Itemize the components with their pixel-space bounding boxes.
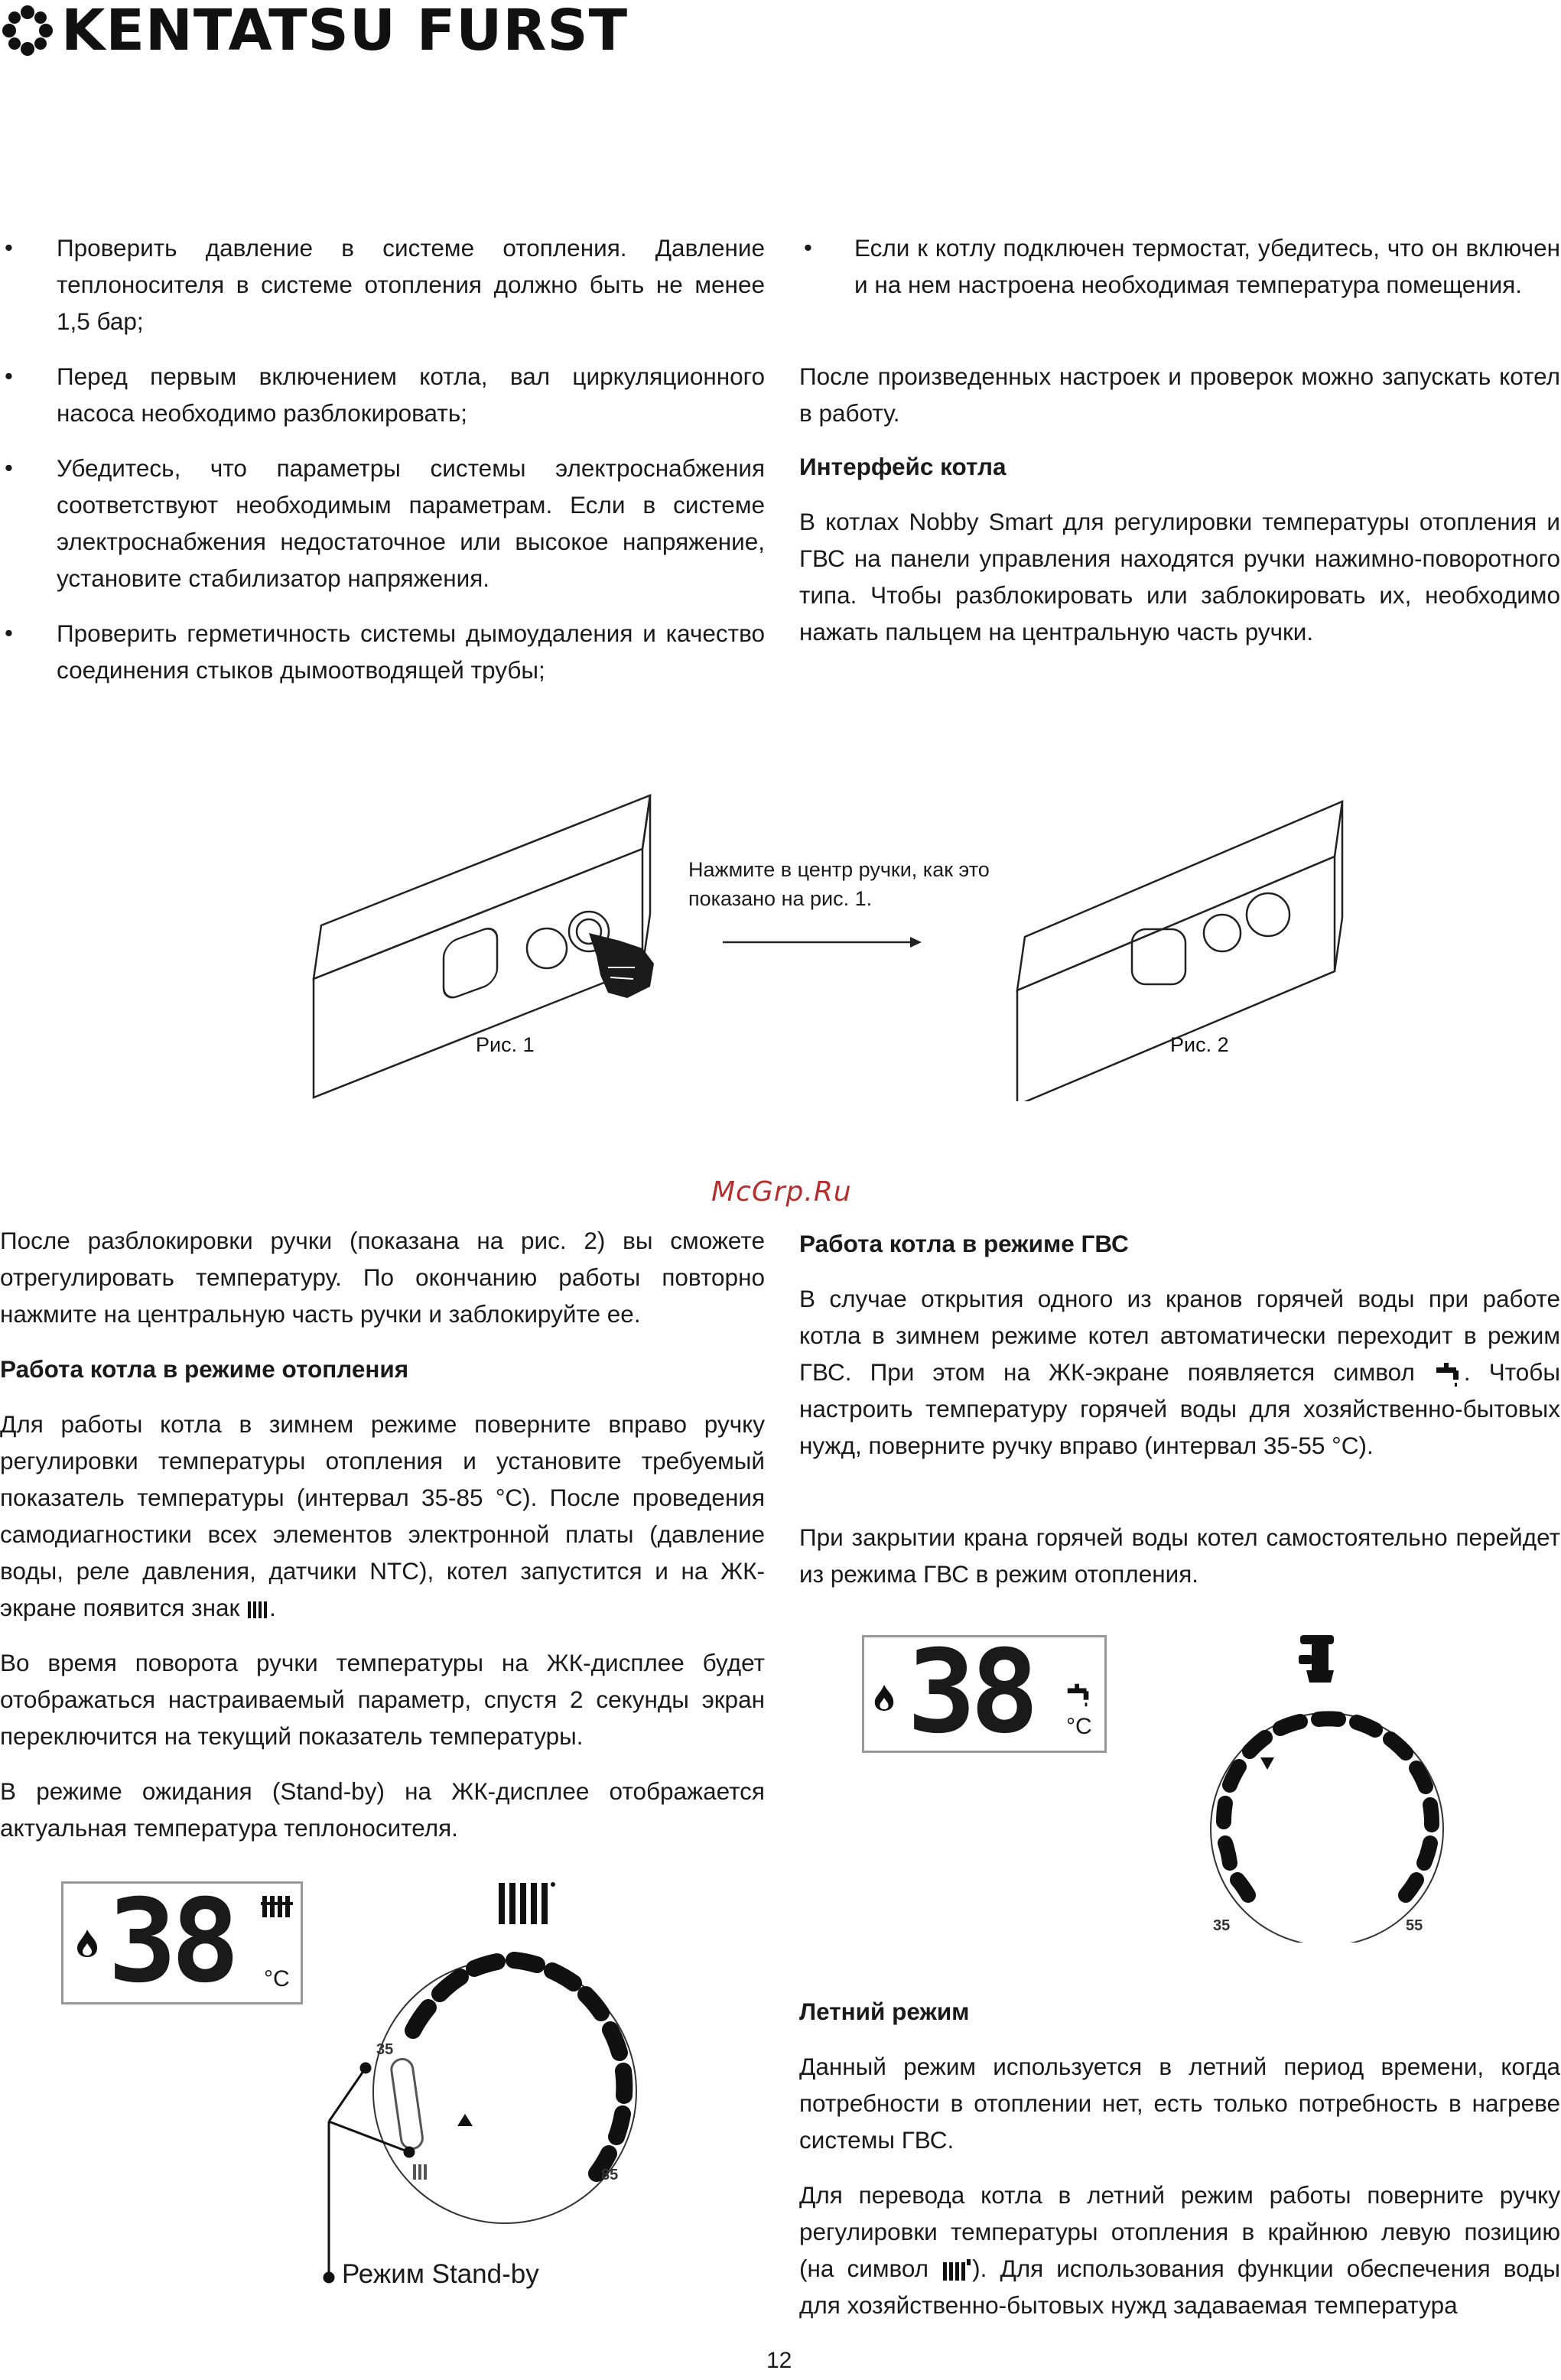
- list-item: • Убедитесь, что параметры системы электроснабжения соответствуют необходимым параметрам. Если в системе электроснабжения недостаточное или высокое напряжение, установите стабилизатор напряжения.: [0, 450, 765, 597]
- panel-fig-2: [1017, 801, 1342, 1101]
- section-heading-summer: Летний режим: [799, 1998, 970, 2025]
- bullet-text: Убедитесь, что параметры системы электроснабжения соответствуют необходимым параметрам. Если в системе электроснабжения недостаточное или высокое напряжение, установите стабилизатор напряжения.: [57, 454, 765, 592]
- dhw-knob-diagram: [1178, 1621, 1484, 1943]
- radiator-icon: [499, 1882, 555, 1924]
- knob-max-label: 55: [1406, 1917, 1423, 1934]
- heating-knob-diagram: [314, 1874, 673, 2302]
- knob-scale: [1224, 1718, 1432, 1895]
- paragraph: После произведенных настроек и проверок можно запускать котел в работу.: [799, 363, 1560, 427]
- paragraph: В режиме ожидания (Stand-by) на ЖК-дисплее отображается актуальная температура теплоносителя.: [0, 1777, 765, 1842]
- brand-name: KENTATSU FURST: [61, 0, 629, 63]
- list-item: • Проверить давление в системе отопления. Давление теплоносителя в системе отопления должно быть не менее 1,5 бар;: [0, 229, 765, 340]
- arrow-head-icon: [910, 937, 922, 948]
- lcd-temperature: 38: [108, 1875, 234, 2008]
- knob-scale: [413, 1960, 624, 2174]
- section-heading-interface: Интерфейс котла: [799, 453, 1007, 480]
- paragraph: В котлах Nobby Smart для регулировки температуры отопления и ГВС на панели управления находятся ручки нажимно-поворотного типа. Чтобы разблокировать или заблокировать их, необходимо нажать пальцем на центральную часть ручки.: [799, 508, 1560, 645]
- paragraph: Для перевода котла в летний режим работы поверните ручку регулировки температуры отопления в крайнюю левую позицию (на символ ). Для использования функции обеспечения воды для хозяйственно-бытовых нужд задаваемая температура: [799, 2181, 1560, 2319]
- section-heading-dhw: Работа котла в режиме ГВС: [799, 1230, 1129, 1257]
- radiator-icon: [261, 1891, 293, 1920]
- flame-icon: [872, 1683, 896, 1712]
- section-heading-heating: Работа котла в режиме отопления: [0, 1355, 409, 1383]
- watermark: McGrp.Ru: [711, 1176, 852, 1208]
- pointing-hand-icon: [589, 933, 654, 998]
- list-item: • Проверить герметичность системы дымоудаления и качество соединения стыков дымоотводящей трубы;: [0, 615, 765, 688]
- list-item: • Если к котлу подключен термостат, убедитесь, что он включен и на нем настроена необходимая температура помещения.: [799, 229, 1560, 303]
- flower-logo-icon: [0, 3, 55, 58]
- standby-label: Режим Stand-by: [342, 2259, 539, 2289]
- lcd-temperature: 38: [907, 1626, 1033, 1759]
- fig-label-1: Рис. 1: [476, 1033, 535, 1056]
- page-number: 12: [766, 2348, 792, 2373]
- tap-icon: [1299, 1635, 1334, 1683]
- panel-figure: [306, 780, 1354, 1101]
- lcd-unit: °C: [264, 1966, 290, 1991]
- pointer-triangle-icon: [457, 2114, 473, 2126]
- summer-mode-icon: [941, 2258, 972, 2284]
- lcd-unit: °C: [1066, 1714, 1092, 1739]
- figure-caption: Нажмите в центр ручки, как это показано на рис. 1.: [688, 858, 990, 910]
- summer-mode-icon: [413, 2164, 427, 2180]
- bullet-text: Если к котлу подключен термостат, убедитесь, что он включен и на нем настроена необходимая температура помещения.: [854, 234, 1560, 298]
- pointer-triangle-icon: [1260, 1757, 1274, 1770]
- fig-label-2: Рис. 2: [1170, 1033, 1229, 1056]
- bullet-text: Проверить давление в системе отопления. Давление теплоносителя в системе отопления должно быть не менее 1,5 бар;: [57, 234, 765, 335]
- paragraph: Во время поворота ручки температуры на ЖК-дисплее будет отображаться настраиваемый параметр, спустя 2 секунды экран переключится на текущий показатель температуры.: [0, 1649, 765, 1750]
- bullet-text: Проверить герметичность системы дымоудаления и качество соединения стыков дымоотводящей трубы;: [57, 619, 765, 684]
- list-item: • Перед первым включением котла, вал циркуляционного насоса необходимо разблокировать;: [0, 358, 765, 431]
- paragraph: После разблокировки ручки (показана на рис. 2) вы сможете отрегулировать температуру. По окончанию работы повторно нажмите на центральную часть ручки и заблокируйте ее.: [0, 1227, 765, 1328]
- lcd-display-heating: [61, 1875, 303, 2008]
- flame-icon: [74, 1928, 100, 1959]
- paragraph: При закрытии крана горячей воды котел самостоятельно перейдет из режима ГВС в режим отопления.: [799, 1523, 1560, 1588]
- radiator-icon: [246, 1598, 269, 1621]
- knob-max-label: 85: [601, 2167, 619, 2183]
- brand-logo: [0, 0, 628, 61]
- paragraph: Данный режим используется в летний период времени, когда потребности в отоплении нет, есть только потребность в нагреве системы ГВС.: [799, 2053, 1560, 2154]
- slot-indicator: [390, 2058, 424, 2151]
- lcd-display-dhw: [862, 1626, 1107, 1759]
- knob-min-label: 35: [376, 2041, 394, 2058]
- tap-icon: [1433, 1361, 1464, 1387]
- paragraph: Для работы котла в зимнем режиме поверните вправо ручку регулировки температуры отопления и установите требуемый показатель температуры (интервал 35-85 °С). После проведения самодиагностики всех элементов электронной платы (давление воды, реле давления, датчики NTC), котел запустится и на ЖК-экране появится знак .: [0, 1410, 765, 1621]
- knob-min-label: 35: [1213, 1917, 1231, 1934]
- bullet-text: Перед первым включением котла, вал циркуляционного насоса необходимо разблокировать;: [57, 363, 765, 427]
- paragraph: В случае открытия одного из кранов горячей воды при работе котла в зимнем режиме котел автоматически переходит в режим ГВС. При этом на ЖК-экране появляется символ . Чтобы настроить температуру горячей воды для хозяйственно-бытовых нужд, поверните ручку вправо (интервал 35-55 °С).: [799, 1285, 1560, 1459]
- tap-icon: [1065, 1682, 1094, 1708]
